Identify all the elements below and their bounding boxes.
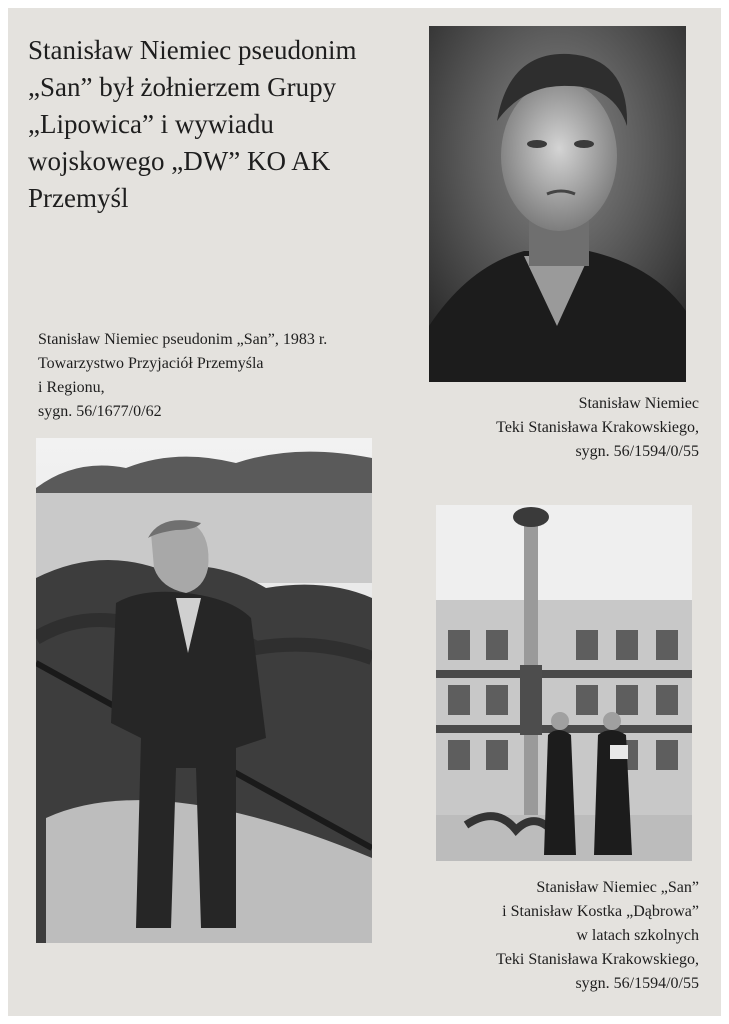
caption-line: Stanisław Niemiec pseudonim „San”, 1983 r.	[38, 331, 328, 348]
title-line: Stanisław Niemiec pseudonim	[28, 35, 357, 65]
street-photo	[436, 505, 692, 861]
caption-street	[496, 876, 699, 996]
poster-panel	[8, 8, 721, 1016]
caption-line: sygn. 56/1594/0/55	[575, 443, 699, 460]
caption-line: Stanisław Niemiec „San”	[536, 879, 699, 896]
outdoor-photo-1983	[36, 438, 372, 943]
caption-line: Towarzystwo Przyjaciół Przemyśla	[38, 355, 264, 372]
caption-line: Stanisław Niemiec	[578, 395, 699, 412]
caption-line: sygn. 56/1677/0/62	[38, 403, 162, 420]
portrait-photo	[429, 26, 686, 382]
caption-line: Teki Stanisława Krakowskiego,	[496, 419, 699, 436]
caption-line: Teki Stanisława Krakowskiego,	[496, 951, 699, 968]
page-title	[28, 32, 408, 217]
title-line: wojskowego „DW” KO AK	[28, 146, 331, 176]
title-line: Przemyśl	[28, 183, 129, 213]
caption-line: w latach szkolnych	[576, 927, 699, 944]
caption-portrait	[496, 392, 699, 464]
title-line: „San” był żołnierzem Grupy	[28, 72, 337, 102]
title-line: „Lipowica” i wywiadu	[28, 109, 274, 139]
caption-line: sygn. 56/1594/0/55	[575, 975, 699, 992]
caption-line: i Regionu,	[38, 379, 105, 396]
caption-line: i Stanisław Kostka „Dąbrowa”	[502, 903, 699, 920]
caption-1983	[38, 328, 327, 424]
